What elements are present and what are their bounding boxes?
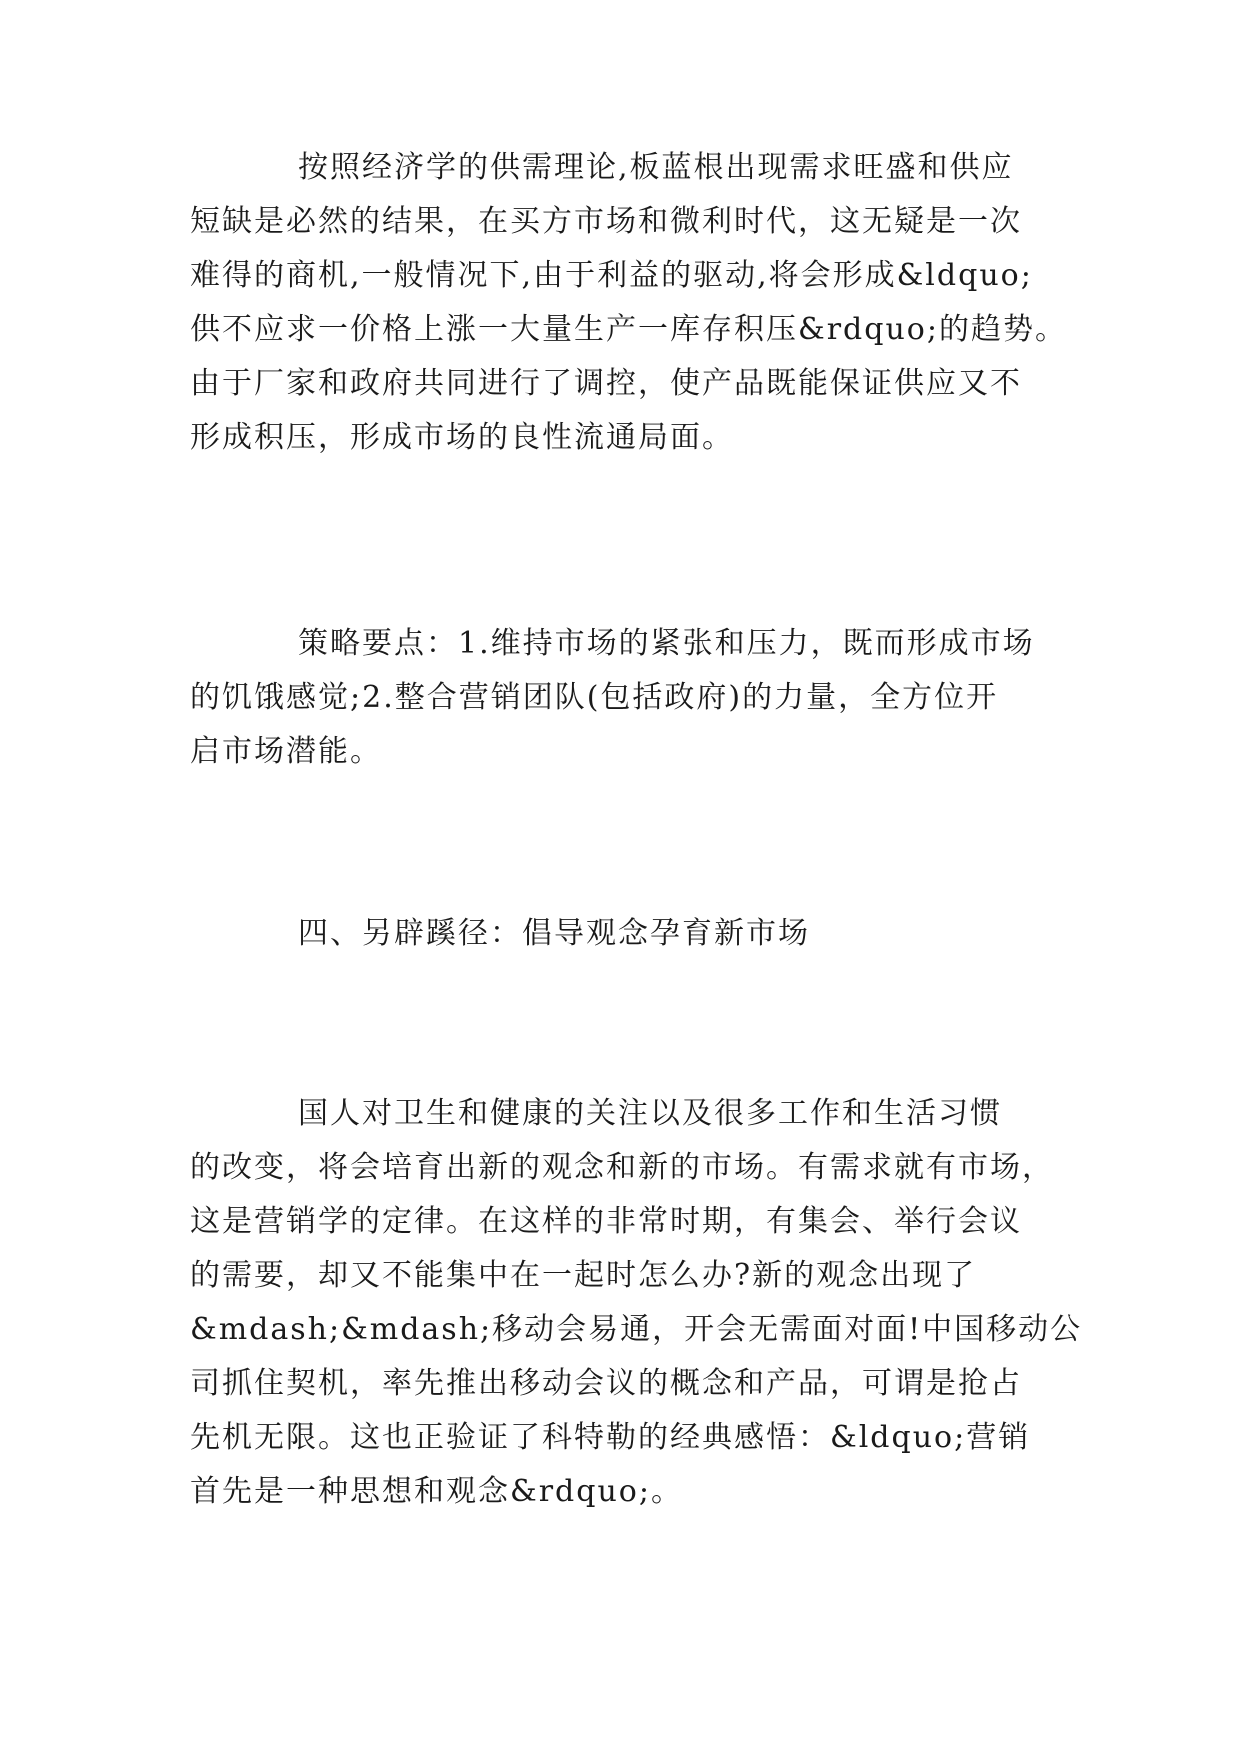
paragraph-1-line-6: 形成积压，形成市场的良性流通局面。 [190,420,734,455]
paragraph-2-line-3: 启市场潜能。 [190,734,382,769]
paragraph-1-line-3: 难得的商机,一般情况下,由于利益的驱动,将会形成&ldquo; [190,258,1033,293]
paragraph-3-line-4: 的需要，却又不能集中在一起时怎么办?新的观念出现了 [190,1258,977,1293]
paragraph-2-line-1: 策略要点：1.维持市场的紧张和压力，既而形成市场 [298,626,1035,661]
paragraph-3-line-7: 先机无限。这也正验证了科特勒的经典感悟：&ldquo;营销 [190,1420,1031,1455]
paragraph-1-line-1: 按照经济学的供需理论,板蓝根出现需求旺盛和供应 [298,150,1014,185]
paragraph-3-line-6: 司抓住契机，率先推出移动会议的概念和产品，可谓是抢占 [190,1366,1022,1401]
section-heading: 四、另辟蹊径：倡导观念孕育新市场 [298,916,810,951]
paragraph-1-line-5: 由于厂家和政府共同进行了调控，使产品既能保证供应又不 [190,366,1022,401]
paragraph-3-line-2: 的改变，将会培育出新的观念和新的市场。有需求就有市场， [190,1150,1054,1185]
paragraph-3-line-3: 这是营销学的定律。在这样的非常时期，有集会、举行会议 [190,1204,1022,1239]
paragraph-1-line-2: 短缺是必然的结果，在买方市场和微利时代，这无疑是一次 [190,204,1022,239]
paragraph-3-line-5: &mdash;&mdash;移动会易通，开会无需面对面!中国移动公 [190,1312,1083,1347]
paragraph-2-line-2: 的饥饿感觉;2.整合营销团队(包括政府)的力量，全方位开 [190,680,999,715]
paragraph-1-line-4: 供不应求一价格上涨一大量生产一库存积压&rdquo;的趋势。 [190,312,1067,347]
paragraph-3-line-1: 国人对卫生和健康的关注以及很多工作和生活习惯 [298,1096,1002,1131]
paragraph-3-line-8: 首先是一种思想和观念&rdquo;。 [190,1474,683,1509]
